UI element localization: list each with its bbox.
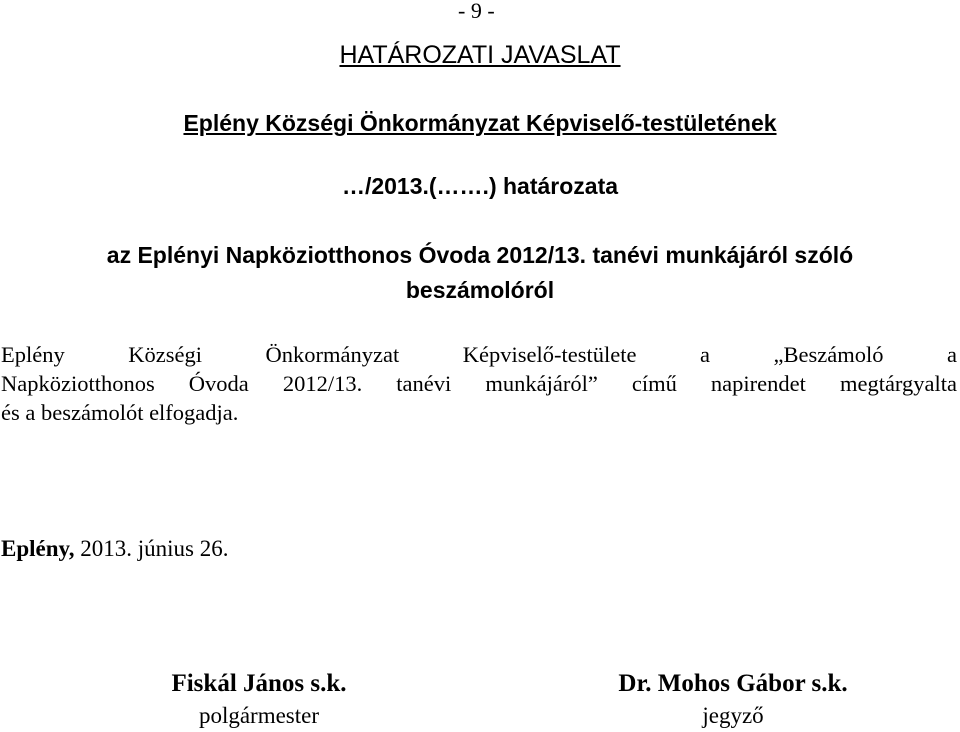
signature-notary (588, 668, 878, 732)
signature-role: jegyző (702, 703, 764, 728)
resolution-topic-line-2: beszámolóról (405, 277, 555, 303)
date-text: 2013. június 26. (80, 536, 229, 561)
body-line-2: Napköziotthonos Óvoda 2012/13. tanévi munkájáról” című napirendet megtárgyalta (1, 371, 957, 396)
body-line-3: és a beszámolót elfogadja. (1, 400, 239, 425)
date-place: Eplény, (1, 536, 75, 561)
date-line (1, 536, 229, 562)
page-number: - 9 - (458, 0, 495, 23)
document-title: HATÁROZATI JAVASLAT (339, 41, 621, 69)
document-subtitle: Eplény Községi Önkormányzat Képviselő-testületének (183, 110, 777, 136)
signature-mayor (124, 668, 394, 732)
resolution-topic (0, 238, 960, 308)
body-line-1: Eplény Községi Önkormányzat Képviselő-testülete a „Beszámoló a (1, 342, 957, 367)
resolution-number: …/2013.(…….) határozata (341, 173, 619, 199)
signature-role: polgármester (198, 703, 320, 728)
resolution-body (1, 340, 957, 427)
resolution-topic-line-1: az Eplényi Napköziotthonos Óvoda 2012/13. tanévi munkájáról szóló (106, 242, 854, 268)
signature-name: Fiskál János s.k. (171, 670, 347, 697)
signature-name: Dr. Mohos Gábor s.k. (618, 670, 848, 697)
